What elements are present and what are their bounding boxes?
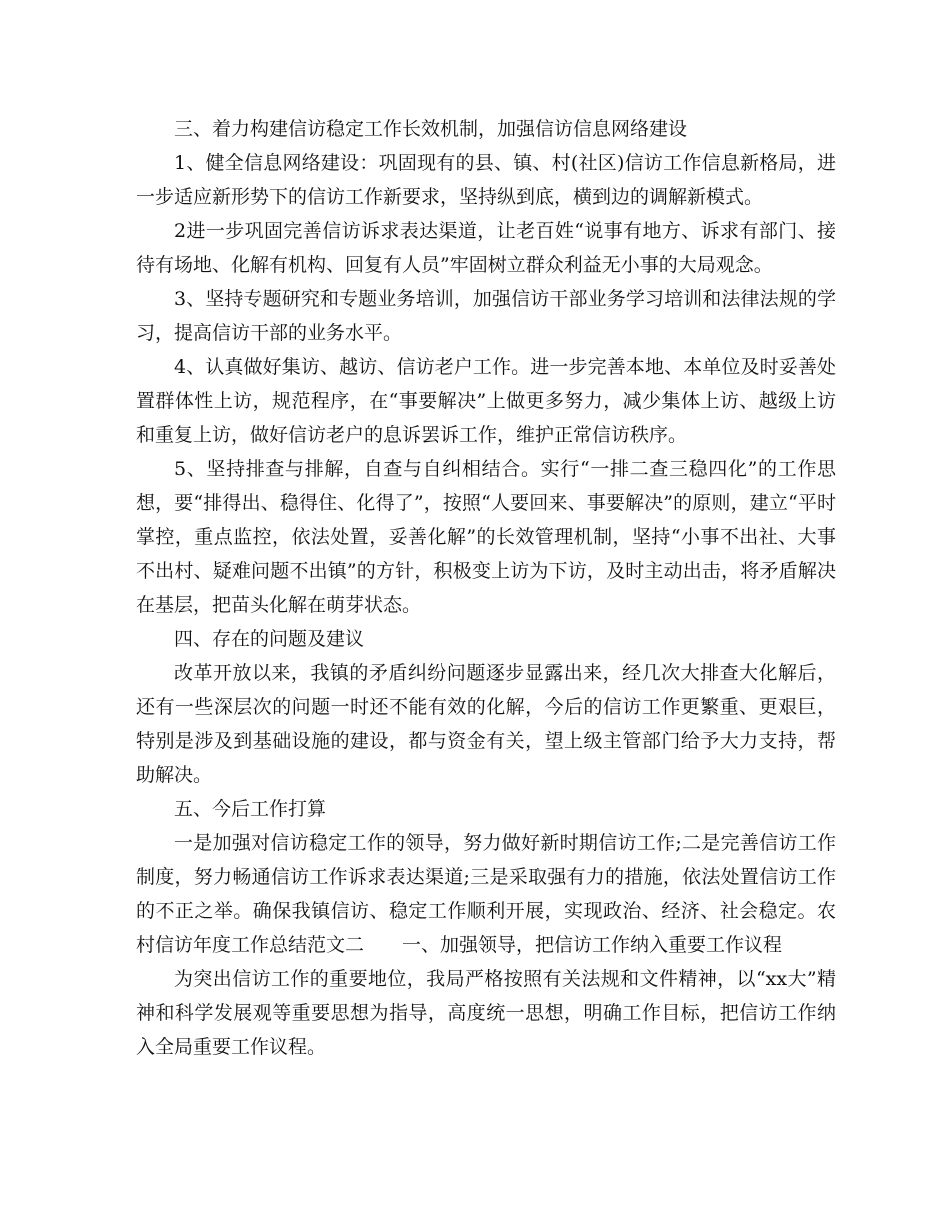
section-heading-5: 五、今后工作打算	[174, 798, 327, 820]
paragraph-item-3: 3、坚持专题研究和专题业务培训，加强信访干部业务学习培训和法律法规的学习，提高信访干部的业务水平。	[136, 288, 836, 344]
paragraph-plans: 一是加强对信访稳定工作的领导，努力做好新时期信访工作;二是完善信访工作制度，努力畅通信访工作诉求表达渠道;三是采取强有力的措施，依法处置信访工作的不正之举。确保我镇信访、稳定工作顺利开展，实现政治、经济、社会稳定。农村信访年度工作总结范文二 一、加强领导，把信访工作纳入重要工作议程	[136, 832, 836, 956]
section-heading-3: 三、着力构建信访稳定工作长效机制，加强信访信息网络建设	[174, 118, 688, 140]
paragraph-leadership: 为突出信访工作的重要地位，我局严格按照有关法规和文件精神，以“xx大”精神和科学发展观等重要思想为指导，高度统一思想，明确工作目标，把信访工作纳入全局重要工作议程。	[136, 968, 836, 1058]
document-body	[136, 112, 836, 1064]
paragraph-item-5: 5、坚持排查与排解，自查与自纠相结合。实行“一排二查三稳四化”的工作思想，要“排得出、稳得住、化得了”，按照“人要回来、事要解决”的原则，建立“平时掌控，重点监控，依法处置，妥善化解”的长效管理机制，坚持“小事不出社、大事不出村、疑难问题不出镇”的方针，积极变上访为下访，及时主动出击，将矛盾解决在基层，把苗头化解在萌芽状态。	[136, 458, 836, 616]
paragraph-item-2: 2进一步巩固完善信访诉求表达渠道，让老百姓“说事有地方、诉求有部门、接待有场地、化解有机构、回复有人员”牢固树立群众利益无小事的大局观念。	[136, 220, 836, 276]
paragraph-problems: 改革开放以来，我镇的矛盾纠纷问题逐步显露出来，经几次大排查大化解后，还有一些深层次的问题一时还不能有效的化解，今后的信访工作更繁重、更艰巨，特别是涉及到基础设施的建设，都与资金有关，望上级主管部门给予大力支持，帮助解决。	[136, 662, 836, 786]
paragraph-item-4: 4、认真做好集访、越访、信访老户工作。进一步完善本地、本单位及时妥善处置群体性上访，规范程序，在“事要解决”上做更多努力，减少集体上访、越级上访和重复上访，做好信访老户的息诉罢诉工作，维护正常信访秩序。	[136, 356, 836, 446]
paragraph-item-1: 1、健全信息网络建设：巩固现有的县、镇、村(社区)信访工作信息新格局，进一步适应新形势下的信访工作新要求，坚持纵到底，横到边的调解新模式。	[136, 152, 836, 208]
section-heading-4: 四、存在的问题及建议	[174, 628, 365, 650]
